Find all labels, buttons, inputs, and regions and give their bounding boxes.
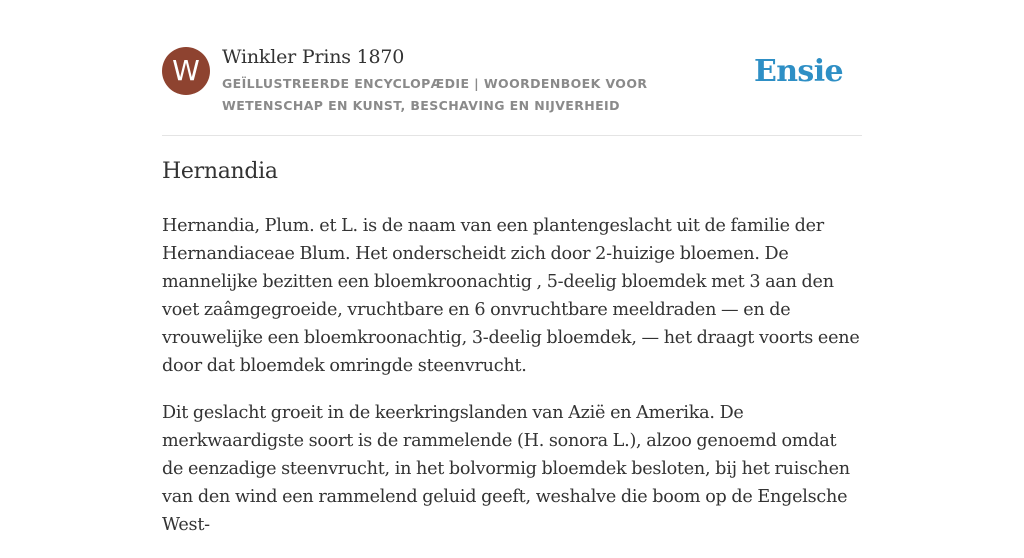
source-header (162, 46, 862, 116)
article-body (162, 212, 862, 558)
article-paragraph: Dit geslacht groeit in de keerkringslanden van Azië en Amerika. De merkwaardigste soort is de rammelende (H. sonora L.), alzoo genoemd omdat de eenzadige steenvrucht, in het bolvormig bloemdek besloten, bij het ruischen van den wind een rammelend geluid geeft, weshalve die boom op de Engelsche West- (162, 403, 850, 535)
ensie-logo[interactable]: Ensie (753, 54, 843, 89)
source-subtitle: GEÏLLUSTREERDE ENCYCLOPÆDIE | WOORDENBOEK VOOR WETENSCHAP EN KUNST, BESCHAVING EN NIJVERHEID (222, 76, 648, 113)
source-avatar[interactable]: W (162, 47, 210, 95)
article-paragraph: Hernandia, Plum. et L. is de naam van een plantengeslacht uit de familie der Hernandiaceae Blum. Het onderscheidt zich door 2-huizige bloemen. De mannelijke bezitten een bloemkroonachtig , 5-deelig bloemdek met 3 aan den voet zaâmgegroeide, vruchtbare en 6 onvruchtbare meeldraden — en de vrouwelijke een bloemkroonachtig, 3-deelig bloemdek, — het draagt voorts eene door dat bloemdek omringde steenvrucht. (162, 216, 860, 376)
source-title[interactable]: Winkler Prins 1870 (222, 46, 405, 68)
header-divider (162, 135, 862, 136)
article-title: Hernandia (162, 159, 278, 184)
